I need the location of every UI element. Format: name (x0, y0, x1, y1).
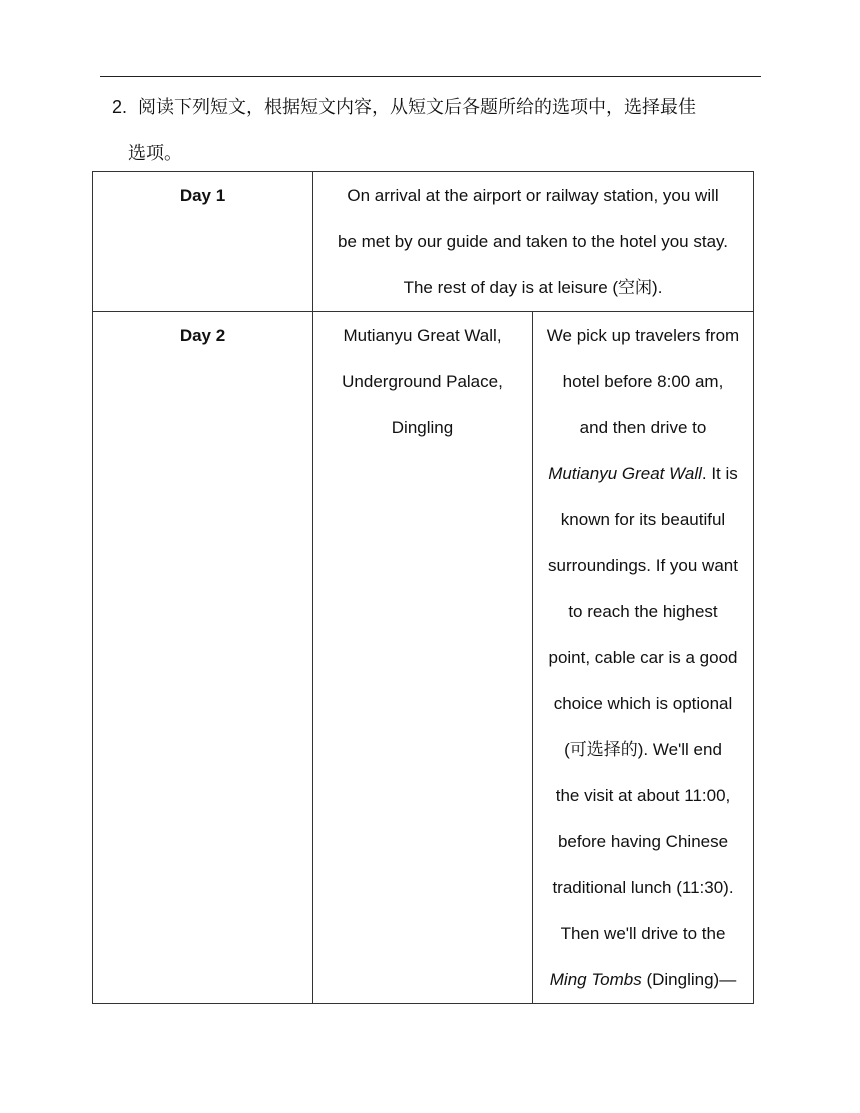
day2-place-2: Underground Palace, (342, 372, 503, 391)
day2-desc-line-12: before having Chinese (557, 832, 729, 851)
day2-desc-line-15-tail: (Dingling)— (641, 970, 737, 989)
day2-place-3: Dingling (391, 418, 454, 437)
day2-desc-line-9: choice which is optional (553, 694, 733, 713)
day2-desc-line-14: Then we'll drive to the (560, 924, 726, 943)
day2-desc-line-11: the visit at about 11:00, (555, 786, 731, 805)
day1-label-cell (93, 172, 313, 312)
mutianyu-great-wall-italic: Mutianyu Great Wall (548, 464, 702, 483)
top-rule (100, 76, 761, 77)
question-number: 2. (112, 97, 128, 117)
day2-desc-line-7: to reach the highest (568, 602, 718, 621)
day2-places-cell (313, 312, 533, 1004)
day2-desc-line-13: traditional lunch (11:30). (552, 878, 734, 897)
day2-label-cell (93, 312, 313, 1004)
day2-place-1: Mutianyu Great Wall, (343, 326, 502, 345)
day2-desc-line-4-tail: . It is (701, 464, 738, 483)
question-text-line2: 选项。 (128, 143, 182, 164)
day2-desc-line-8: point, cable car is a good (548, 648, 738, 667)
table-row-day1 (93, 172, 754, 312)
day2-label: Day 2 (179, 326, 226, 345)
day2-desc-line-1: We pick up travelers from (546, 326, 740, 345)
day1-line-1: On arrival at the airport or railway station, you will (347, 186, 719, 205)
day2-desc-line-2: hotel before 8:00 am, (562, 372, 724, 391)
day1-line-3: The rest of day is at leisure (空闲). (403, 278, 663, 297)
day2-desc-line-3: and then drive to (579, 418, 707, 437)
question-text-line1: 阅读下列短文，根据短文内容，从短文后各题所给的选项中，选择最佳 (138, 97, 696, 118)
day2-desc-line-10: (可选择的). We'll end (564, 740, 722, 759)
ming-tombs-italic: Ming Tombs (549, 970, 642, 989)
day2-description-cell (533, 312, 754, 1004)
day1-line-2: be met by our guide and taken to the hotel you stay. (338, 232, 728, 251)
day1-description-cell (313, 172, 754, 312)
question-prompt (112, 84, 772, 177)
day1-label: Day 1 (179, 186, 226, 205)
itinerary-table (92, 171, 754, 1004)
day2-desc-line-6: surroundings. If you want (548, 556, 738, 575)
table-row-day2 (93, 312, 754, 1004)
day2-desc-line-5: known for its beautiful (560, 510, 726, 529)
day2-desc-line-4 (539, 451, 747, 497)
day2-desc-line-15 (539, 957, 747, 1003)
